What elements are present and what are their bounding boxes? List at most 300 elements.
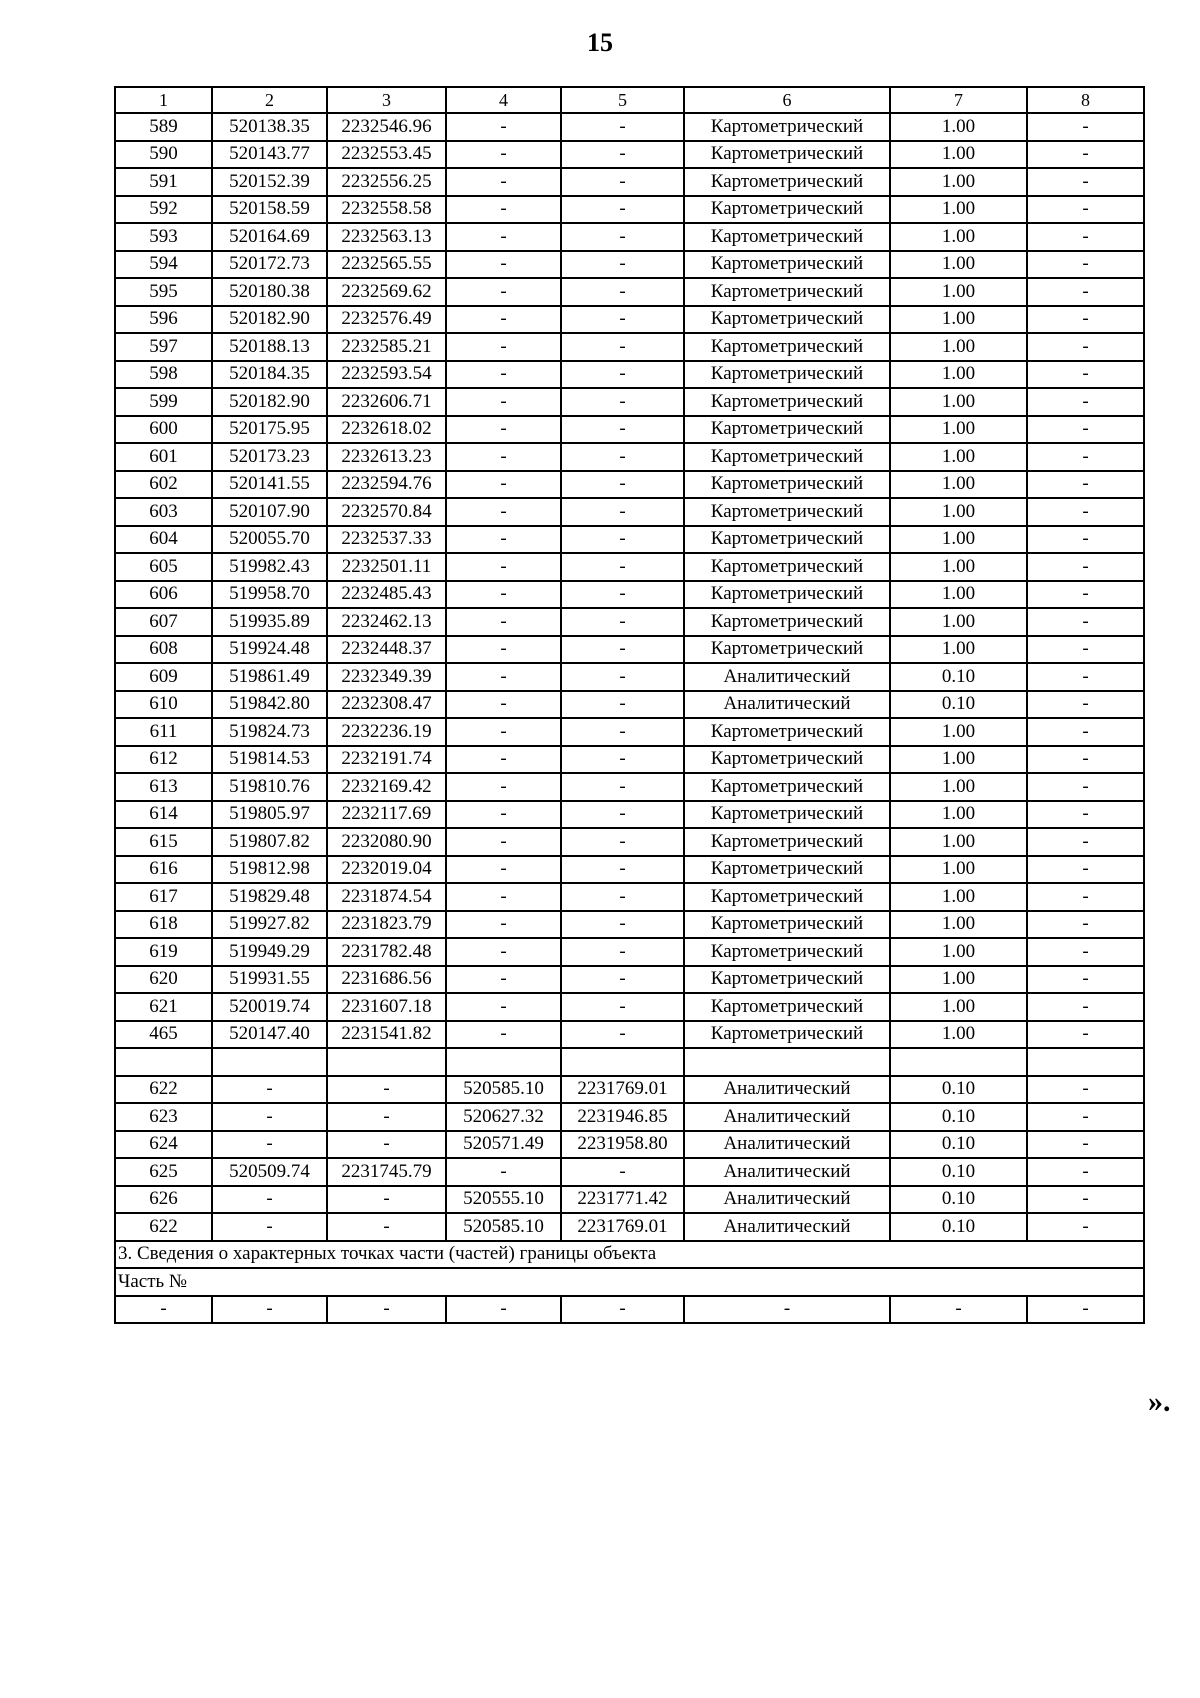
table-cell: - [446,361,561,389]
table-cell: Картометрический [684,306,890,334]
table-row [115,1076,1144,1104]
table-row [115,746,1144,774]
table-cell: Картометрический [684,168,890,196]
table-cell: - [446,636,561,664]
table-cell: - [890,1296,1027,1324]
table-row [115,1186,1144,1214]
table-cell: - [1027,251,1144,279]
table-cell: Картометрический [684,141,890,169]
table-cell: - [1027,526,1144,554]
table-cell: - [446,553,561,581]
table-row [115,993,1144,1021]
table-cell: - [446,333,561,361]
table-cell: - [446,1296,561,1324]
table-cell: - [561,856,684,884]
table-cell: 3 [327,87,446,113]
table-cell: 2232585.21 [327,333,446,361]
table-cell: 603 [115,498,212,526]
table-cell: Картометрический [684,911,890,939]
table-cell: - [684,1296,890,1324]
table-cell: - [212,1213,327,1241]
table-cell: - [212,1103,327,1131]
table-cell: Картометрический [684,608,890,636]
table-cell: 1.00 [890,498,1027,526]
table-cell: - [561,636,684,664]
table-cell: - [1027,691,1144,719]
table-cell: 1.00 [890,526,1027,554]
table-cell: 519814.53 [212,746,327,774]
table-cell: 1.00 [890,1021,1027,1049]
table-cell: Картометрический [684,718,890,746]
table-cell: - [1027,333,1144,361]
table-cell: 1.00 [890,746,1027,774]
table-cell: 2231771.42 [561,1186,684,1214]
table-cell: - [1027,196,1144,224]
table-cell: 520107.90 [212,498,327,526]
table-cell: - [1027,883,1144,911]
table-cell: - [446,416,561,444]
table-cell: 520180.38 [212,278,327,306]
table-cell: - [1027,1131,1144,1159]
table-row [115,278,1144,306]
table-cell: - [446,306,561,334]
table-cell: - [1027,718,1144,746]
table-cell: 0.10 [890,1131,1027,1159]
table-cell: - [561,773,684,801]
table-cell: Картометрический [684,526,890,554]
table-cell: - [446,663,561,691]
table-cell: - [327,1131,446,1159]
table-row [115,443,1144,471]
table-row [115,471,1144,499]
table-cell: - [446,1021,561,1049]
table-cell: 1.00 [890,361,1027,389]
table-cell: - [1027,663,1144,691]
table-cell: 622 [115,1076,212,1104]
table-cell: - [327,1213,446,1241]
table-cell: Картометрический [684,1021,890,1049]
table-cell: 1.00 [890,856,1027,884]
table-cell: Картометрический [684,251,890,279]
table-cell: - [446,746,561,774]
table-cell: - [1027,1103,1144,1131]
table-row [115,113,1144,141]
table-cell: 624 [115,1131,212,1159]
table-cell: - [1027,388,1144,416]
table-cell: - [1027,911,1144,939]
table-cell: 1.00 [890,443,1027,471]
table-cell: 520555.10 [446,1186,561,1214]
table-cell: 519931.55 [212,966,327,994]
table-cell: 612 [115,746,212,774]
table-cell: 599 [115,388,212,416]
table-row [115,773,1144,801]
table-row [115,636,1144,664]
table-cell: - [327,1186,446,1214]
table-cell: Картометрический [684,993,890,1021]
table-cell: 465 [115,1021,212,1049]
table-cell: 1.00 [890,801,1027,829]
table-cell: 2232563.13 [327,223,446,251]
table-cell: - [1027,938,1144,966]
table-cell: 1.00 [890,553,1027,581]
table-cell: - [446,828,561,856]
table-cell: 608 [115,636,212,664]
table-cell: - [561,333,684,361]
table-cell: Картометрический [684,581,890,609]
table-cell: - [446,691,561,719]
table-cell: 614 [115,801,212,829]
table-cell: 591 [115,168,212,196]
table-cell: 1.00 [890,278,1027,306]
table-cell: 2232576.49 [327,306,446,334]
table-cell: - [1027,498,1144,526]
table-cell: - [561,416,684,444]
table-cell: 2232570.84 [327,498,446,526]
table-cell: 520055.70 [212,526,327,554]
table-row [115,938,1144,966]
table-cell: 2232448.37 [327,636,446,664]
table-cell: Аналитический [684,663,890,691]
table-cell: - [561,113,684,141]
table-cell: - [1027,223,1144,251]
table-row [115,416,1144,444]
table-cell: 519927.82 [212,911,327,939]
table-cell: 519935.89 [212,608,327,636]
table-cell: - [446,471,561,499]
table-cell: 2232308.47 [327,691,446,719]
table-cell: - [212,1076,327,1104]
section-3-title [115,1241,1144,1269]
table-cell: 2 [212,87,327,113]
table-cell: 1.00 [890,773,1027,801]
table-cell: 2232019.04 [327,856,446,884]
table-cell: 594 [115,251,212,279]
table-cell: 595 [115,278,212,306]
table-cell: - [446,801,561,829]
table-cell: 520173.23 [212,443,327,471]
table-cell: 1.00 [890,141,1027,169]
table-cell: - [446,141,561,169]
coordinates-table [114,86,1145,1324]
table-cell: 2232537.33 [327,526,446,554]
table-cell: 601 [115,443,212,471]
table-cell: 2231541.82 [327,1021,446,1049]
table-cell: 520627.32 [446,1103,561,1131]
table-cell: 0.10 [890,1186,1027,1214]
table-row [115,691,1144,719]
table-row [115,1158,1144,1186]
table-cell: 2232080.90 [327,828,446,856]
table-row [115,883,1144,911]
table-row [115,608,1144,636]
table-cell: - [212,1186,327,1214]
table-cell: Картометрический [684,223,890,251]
table-cell: 520019.74 [212,993,327,1021]
table-cell: 597 [115,333,212,361]
table-cell: Аналитический [684,691,890,719]
table-cell: 0.10 [890,1213,1027,1241]
table-cell: - [561,278,684,306]
table-cell: 622 [115,1213,212,1241]
table-cell: 520143.77 [212,141,327,169]
table-cell: 618 [115,911,212,939]
table-cell: - [446,223,561,251]
table-cell: 623 [115,1103,212,1131]
table-cell: - [561,1158,684,1186]
table-cell: Картометрический [684,416,890,444]
table-cell: - [115,1296,212,1324]
table-cell: 0.10 [890,1076,1027,1104]
table-cell: - [1027,1296,1144,1324]
table-cell: - [561,306,684,334]
table-cell: - [1027,141,1144,169]
table-cell: - [561,141,684,169]
table-cell: 593 [115,223,212,251]
table-cell: 7 [890,87,1027,113]
table-cell: - [446,196,561,224]
table-row [115,828,1144,856]
table-cell: Аналитический [684,1186,890,1214]
page-number: 15 [587,28,613,57]
table-cell: 2232169.42 [327,773,446,801]
table-cell: Картометрический [684,856,890,884]
table-cell: - [561,498,684,526]
table-cell: - [561,691,684,719]
table-cell: 6 [684,87,890,113]
table-row [115,251,1144,279]
table-cell: 626 [115,1186,212,1214]
table-cell: - [561,581,684,609]
table-cell: 519982.43 [212,553,327,581]
table-cell: - [446,883,561,911]
table-cell: 600 [115,416,212,444]
table-cell: 1.00 [890,113,1027,141]
table-cell: - [446,911,561,939]
table-cell: 1.00 [890,306,1027,334]
table-cell: - [561,911,684,939]
table-cell: 2231607.18 [327,993,446,1021]
section-3-title-cell: 3. Сведения о характерных точках части (частей) границы объекта [115,1241,1144,1269]
table-cell: 2232565.55 [327,251,446,279]
table-cell: 1.00 [890,938,1027,966]
table-cell: Аналитический [684,1131,890,1159]
table-cell: Картометрический [684,938,890,966]
table-cell: 520152.39 [212,168,327,196]
table-cell: - [446,113,561,141]
table-cell: 519949.29 [212,938,327,966]
table-cell: - [446,773,561,801]
table-cell [561,1048,684,1076]
table-cell: 607 [115,608,212,636]
table-row [115,801,1144,829]
table-cell: Картометрический [684,498,890,526]
table-cell: 520164.69 [212,223,327,251]
table-cell: 519812.98 [212,856,327,884]
table-row [115,306,1144,334]
table-cell: - [446,993,561,1021]
table-cell: 1.00 [890,581,1027,609]
table-cell [212,1048,327,1076]
table-cell: - [1027,773,1144,801]
table-cell: 4 [446,87,561,113]
table-cell: - [561,828,684,856]
table-cell: Картометрический [684,801,890,829]
table-cell: Картометрический [684,746,890,774]
table-cell: - [561,966,684,994]
table-cell: - [561,608,684,636]
table-cell: 616 [115,856,212,884]
table-cell: 520175.95 [212,416,327,444]
table-cell: Аналитический [684,1103,890,1131]
table-cell: 2232593.54 [327,361,446,389]
table-cell: 520585.10 [446,1076,561,1104]
table-cell: Картометрический [684,113,890,141]
table-cell: - [1027,636,1144,664]
table-cell [1027,1048,1144,1076]
table-row [115,553,1144,581]
table-cell: Картометрический [684,636,890,664]
table-cell [115,1048,212,1076]
table-cell: 2231686.56 [327,966,446,994]
table-cell: 2232613.23 [327,443,446,471]
table-cell: Картометрический [684,388,890,416]
table-cell: 519810.76 [212,773,327,801]
table-cell: Аналитический [684,1076,890,1104]
table-cell: - [1027,966,1144,994]
table-cell: 2232618.02 [327,416,446,444]
table-cell: 1.00 [890,168,1027,196]
table-cell: Картометрический [684,361,890,389]
table-row [115,361,1144,389]
table-cell: 1.00 [890,471,1027,499]
table-cell: 610 [115,691,212,719]
table-cell: Картометрический [684,966,890,994]
table-cell: - [1027,1186,1144,1214]
table-row [115,333,1144,361]
table-cell: 0.10 [890,1158,1027,1186]
table-cell: 615 [115,828,212,856]
table-cell: - [446,443,561,471]
table-cell: - [446,938,561,966]
table-cell: 605 [115,553,212,581]
table-cell: - [446,388,561,416]
table-cell: - [561,251,684,279]
table-cell: 620 [115,966,212,994]
table-cell: - [1027,993,1144,1021]
closing-quote: ». [1148,1385,1171,1418]
table-cell: - [1027,443,1144,471]
table-cell: 2232606.71 [327,388,446,416]
table-header-row [115,87,1144,113]
table-cell: 1.00 [890,883,1027,911]
table-row [115,1103,1144,1131]
table-cell: - [446,168,561,196]
table-cell: Картометрический [684,196,890,224]
table-cell: - [1027,471,1144,499]
table-cell: 611 [115,718,212,746]
table-cell: 520141.55 [212,471,327,499]
table-cell: - [1027,581,1144,609]
table-cell: 1.00 [890,251,1027,279]
table-cell: 1.00 [890,333,1027,361]
table-cell: Картометрический [684,278,890,306]
table-cell: - [561,388,684,416]
table-cell: - [327,1103,446,1131]
table-cell: - [561,746,684,774]
table-cell: 2232485.43 [327,581,446,609]
table-cell: 613 [115,773,212,801]
table-cell: - [1027,856,1144,884]
table-cell: 1.00 [890,718,1027,746]
table-cell: - [561,361,684,389]
table-cell: 2232569.62 [327,278,446,306]
table-cell: 0.10 [890,691,1027,719]
table-cell: - [561,663,684,691]
part-row [115,1296,1144,1324]
table-cell: - [446,526,561,554]
table-cell: 520158.59 [212,196,327,224]
table-cell: 602 [115,471,212,499]
table-row [115,388,1144,416]
table-cell: 2231745.79 [327,1158,446,1186]
part-number-label-cell: Часть № [115,1268,1144,1296]
table-cell: - [561,196,684,224]
table-cell: Картометрический [684,443,890,471]
table-cell: - [1027,168,1144,196]
table-cell: 519805.97 [212,801,327,829]
table-cell: 1.00 [890,636,1027,664]
table-cell: 519807.82 [212,828,327,856]
table-cell: 520585.10 [446,1213,561,1241]
table-cell: 520509.74 [212,1158,327,1186]
table-cell: - [1027,416,1144,444]
table-cell: 1.00 [890,388,1027,416]
table-cell: - [1027,828,1144,856]
table-cell [684,1048,890,1076]
table-row [115,663,1144,691]
table-row [115,1213,1144,1241]
table-cell: 2231782.48 [327,938,446,966]
table-cell: 621 [115,993,212,1021]
table-cell: 519829.48 [212,883,327,911]
table-cell: 1.00 [890,196,1027,224]
table-cell: Картометрический [684,333,890,361]
table-cell: - [1027,801,1144,829]
table-cell: - [446,966,561,994]
table-cell: 2231874.54 [327,883,446,911]
table-cell: 2231958.80 [561,1131,684,1159]
table-cell: - [212,1296,327,1324]
table-cell: - [327,1296,446,1324]
table-cell: - [446,1158,561,1186]
table-cell: - [1027,746,1144,774]
table-row [115,168,1144,196]
table-cell: - [561,1021,684,1049]
table-row [115,1131,1144,1159]
table-row [115,1021,1144,1049]
table-cell: - [561,1296,684,1324]
table-cell: - [561,526,684,554]
table-cell: 617 [115,883,212,911]
table-cell: - [561,168,684,196]
table-body [115,87,1144,1323]
table-cell: 1.00 [890,828,1027,856]
table-cell: - [561,883,684,911]
table-row [115,498,1144,526]
table-cell: 519842.80 [212,691,327,719]
table-row [115,911,1144,939]
